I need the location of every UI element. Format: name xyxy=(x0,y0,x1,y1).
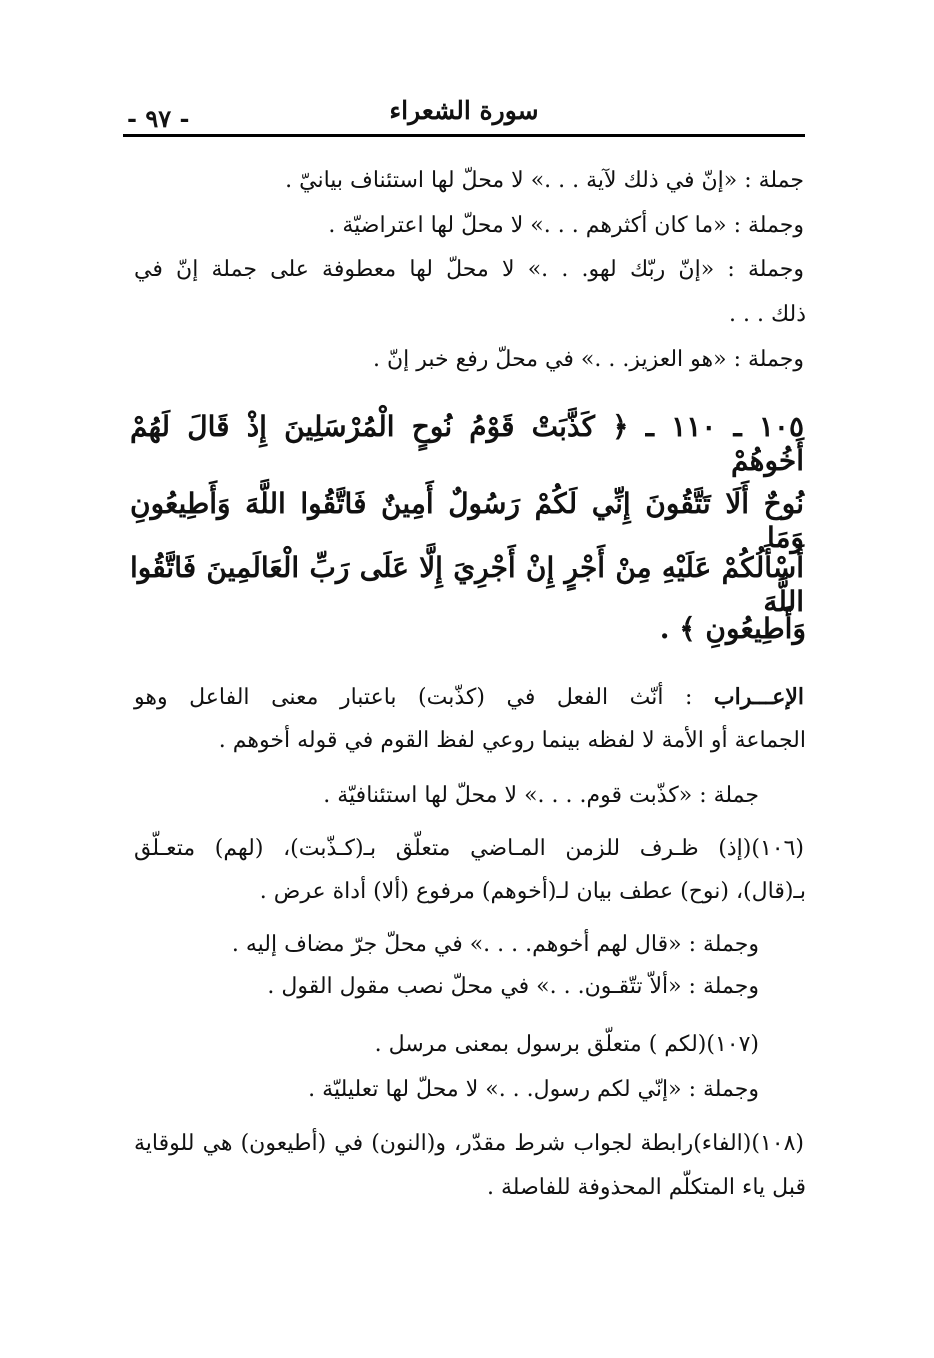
text-line-2: وجملة : «ما كان أكثرهم . . .» لا محلّ لها اعتراضيّة . xyxy=(328,213,804,238)
quran-verse-line-3: أَسْأَلُكُمْ عَلَيْهِ مِنْ أَجْرٍ إِنْ أَجْرِيَ إِلَّا عَلَى رَبِّ الْعَالَمِينَ فَاتَّقُوا اللَّهَ xyxy=(130,551,804,618)
page-number: - ٩٧ - xyxy=(127,104,190,133)
irab-line-8: (١٠٧)(لكم ) متعلّق برسول بمعنى مرسل . xyxy=(374,1032,759,1057)
irab-line-11: قبل ياء المتكلّم المحذوفة للفاصلة . xyxy=(487,1175,806,1200)
header-rule xyxy=(123,134,805,137)
irab-line-7: وجملة : «ألاّ تتّقـون. . .» في محلّ نصب مقول القول . xyxy=(267,974,759,999)
quran-verse-line-2: نُوحٌ أَلَا تَتَّقُونَ إِنِّي لَكُمْ رَسُولٌ أَمِينٌ فَاتَّقُوا اللَّهَ وَأَطِيعُونِ وَمَا xyxy=(130,487,804,554)
irab-line-10: (١٠٨)(الفاء)رابطة لجواب شرط مقدّر، و(النون) في (أطيعون) هي للوقاية xyxy=(134,1131,804,1156)
irab-line-1 xyxy=(134,684,804,711)
text-line-4: ذلك . . . xyxy=(729,302,806,327)
text-line-5: وجملة : «هو العزيز. . .» في محلّ رفع خبر إنّ . xyxy=(372,347,804,372)
irab-heading: الإعـــراب xyxy=(713,684,804,710)
irab-line-9: وجملة : «إنّي لكم رسول. . .» لا محلّ لها تعليليّة . xyxy=(308,1077,759,1102)
irab-text: : أنّث الفعل في (كذّبت) باعتبار معنى الفاعل وهو xyxy=(134,685,714,710)
text-line-1: جملة : «إنّ في ذلك لآية . . .» لا محلّ لها استئناف بيانيّ . xyxy=(285,168,804,193)
irab-line-5: بـ(قال)، (نوح) عطف بيان لـ(أخوهم) مرفوع (ألا) أداة عرض . xyxy=(259,879,806,904)
irab-line-2: الجماعة أو الأمة لا لفظه بينما روعي لفظ القوم في قوله أخوهم . xyxy=(218,728,806,753)
page-header xyxy=(123,96,805,136)
irab-line-3: جملة : «كذّبت قوم. . . .» لا محلّ لها استئنافيّة . xyxy=(323,783,759,808)
irab-line-4: (١٠٦)(إذ) ظـرف للزمن المـاضي متعلّق بـ(كـذّبت)، (لهم) متعـلّق xyxy=(134,836,804,861)
quran-verse-line-1: ١٠٥ ـ ١١٠ ـ ﴿ كَذَّبَتْ قَوْمُ نُوحٍ الْمُرْسَلِينَ إِذْ قَالَ لَهُمْ أَخُوهُمْ xyxy=(130,410,805,477)
text-line-3: وجملة : «إنّ ربّك لهو. . .» لا محلّ لها معطوفة على جملة إنّ في xyxy=(134,257,804,282)
irab-line-6: وجملة : «قال لهم أخوهم. . . .» في محلّ جرّ مضاف إليه . xyxy=(231,932,759,957)
quran-verse-line-4: وَأَطِيعُونِ ﴾ . xyxy=(659,612,806,645)
surah-title: سورة الشعراء xyxy=(389,96,539,125)
